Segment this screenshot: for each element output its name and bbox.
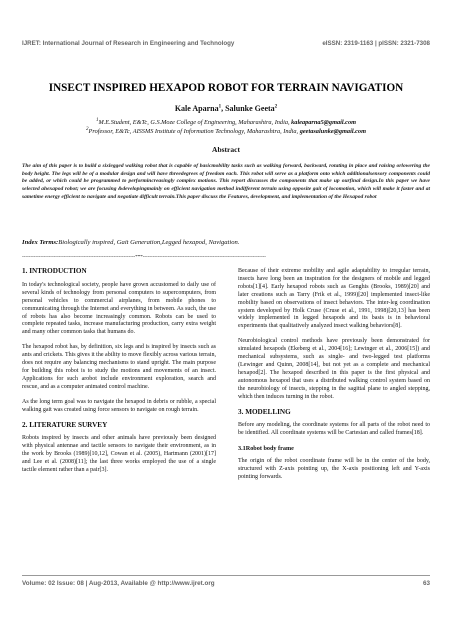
index-terms [22,239,430,246]
index-terms-label: Index Terms: [22,239,59,246]
author-2-sup: 2 [274,104,278,110]
running-header [22,40,430,47]
left-column [22,268,216,482]
issn: eISSN: 2319-1163 | pISSN: 2321-7308 [322,40,430,47]
section-separator: --------------------------------------------------------------------***-------------------------------------------------------------------------- [22,255,266,260]
affil-2-email[interactable]: geetasalunke@gmail.com [299,128,366,136]
modelling-paragraph-1: Before any modeling, the coordinate systems for all parts of the robot need to be identified. All coordinate systems will be Cartesian and called frames[18]. [238,422,430,437]
author-1-sup: 1 [218,104,222,110]
affil-1-sup: 1 [95,118,99,123]
paper-title: INSECT INSPIRED HEXAPOD ROBOT FOR TERRAIN NAVIGATION [48,82,404,94]
running-footer [22,580,430,587]
abstract-text: The aim of this paper is to build a sixlegged walking robot that is capable of basicmobility tasks such as walking forward, backward, rotating in place and raising orlowering the body height. The legs will be of a modular design and will have threedegrees of freedom each. This robot will serve as a platform onto which additionalsensory components could be added, or which could be programmed to performincreasingly complex motions. This report discusses the components that make up ourfinal design.In this paper we have selected ahexapod robot; we are focusing &developingmainly on efficient navigation method indifferent terrain using opposite gait of locomotion, which will make it faster and at sametime energy efficient to navigate and negotiate difficult terrain.This paper discuss the Features, development, and implementation of the Hexapod robot [22,163,430,200]
author-separator: , [221,104,226,113]
authors [0,104,452,113]
right-column [238,268,430,489]
affiliation-1 [20,118,432,126]
affil-2-sup: 2 [86,127,89,132]
modelling-heading: 3. MODELLING [238,407,291,416]
intro-paragraph-2: The hexapod robot has, by definition, six legs and is inspired by insects such as ants and crickets. This gives it the ability to move flexibly across various terrain, does not require any balancing mechanisms to stand upright. The main purpose for building this robot is to study the motions and movements of an insect. Applications for such arobot include environment exploration, search and rescue, and as a computer animated control machine. [22,344,216,390]
author-1: Kale Aparna [174,104,219,113]
literature-paragraph-1: Robots inspired by insects and other animals have previously been designed with physical antennae and tactile sensors to navigate their environment, as in the work by Brooks (1989)[10,12], Cowan et al. (2005), Hartmann (2001)[17] and Lee et al. (2008)[11]; the last three works employed the use of a single tactile element rather than a pair[3]. [22,435,216,474]
footer-divider [22,575,430,576]
affiliation-2 [20,127,432,135]
intro-paragraph-1: In today's technological society, people have grown accustomed to daily use of several kinds of technology from personal computers to supercomputers, from personal vehicles to commercial airplanes, from mobile phones to communicating through the Internet and everything in between. As such, the use of robots has also become increasingly common. Robots can be used to complete repeated tasks, increase manufacturing production, carry extra weight and many other common tasks that humans do. [22,281,216,336]
affil-2-text: Professor, E&Tc, AISSMS Institute of Information Technology, Maharashtra, India, [88,128,300,136]
author-2: Salunke Geeta [225,104,275,113]
affil-1-text: M.E.Student, E&Tc, G.S.Moze College of Engineering, Maharashtra, India, [98,119,292,127]
journal-name: IJRET: International Journal of Research in Engineering and Technology [22,40,235,47]
right-paragraph-1: Because of their extreme mobility and agile adaptability to irregular terrain, insects have long been an inspiration for the designers of mobile and legged robots[1][4]. Early hexapod robots such as Genghis (Brooks, 1989)[20] and later creations such as Tarry (Frik et al., 1999)[20] implemented insect-like mobility based on observations of insect behaviors. The inter-leg coordination system developed by Holk Cruse (Cruse et al., 1991, 1998)[20,13] has been widely implemented in legged hexapods and its basis is in behavioral experiments that qualitatively analyzed insect walking behaviors[8]. [238,268,430,330]
literature-heading: 2. LITERATURE SURVEY [22,420,108,429]
body-frame-paragraph: The origin of the robot coordinate frame will be in the center of the body, structured with Z-axis pointing up, the X-axis positioning left and Y-axis pointing forwards. [238,458,430,480]
affil-1-email[interactable]: kaleaparna5@gmail.com [291,119,357,127]
volume-info: Volume: 02 Issue: 08 | Aug-2013, Available @ http://www.ijret.org [22,580,215,587]
abstract-heading: Abstract [212,145,240,154]
right-paragraph-2: Neurobiological control methods have previously been demonstrated for simulated hexapods (Ekeberg et al., 2004[16]; Lewinger et al., 2006[15]) and mechanical subsystems, such as single- and two-legged test platforms (Lewinger and Quinn, 2008[14], but not yet as a complete and mechanical hexapod[2]. The hexapod described in this paper is the first physical and autonomous hexapod that uses a distributed walking control system based on the neurobiology of insects, stepping in the sagittal plane to angled stepping, which then induces turning in the robot. [238,338,430,400]
index-terms-text: Biologically inspired, Gait Generation,Legged hexapod, Navigation. [58,239,240,246]
intro-heading: 1. INTRODUCTION [22,267,87,275]
page-number: 63 [422,580,430,587]
intro-paragraph-3: As the long term goal was to navigate the hexapod in debris or rubble, a special walking gait was created using force sensors to navigate on rough terrain. [22,398,216,413]
body-frame-heading: 3.1Robot body frame [238,445,294,453]
